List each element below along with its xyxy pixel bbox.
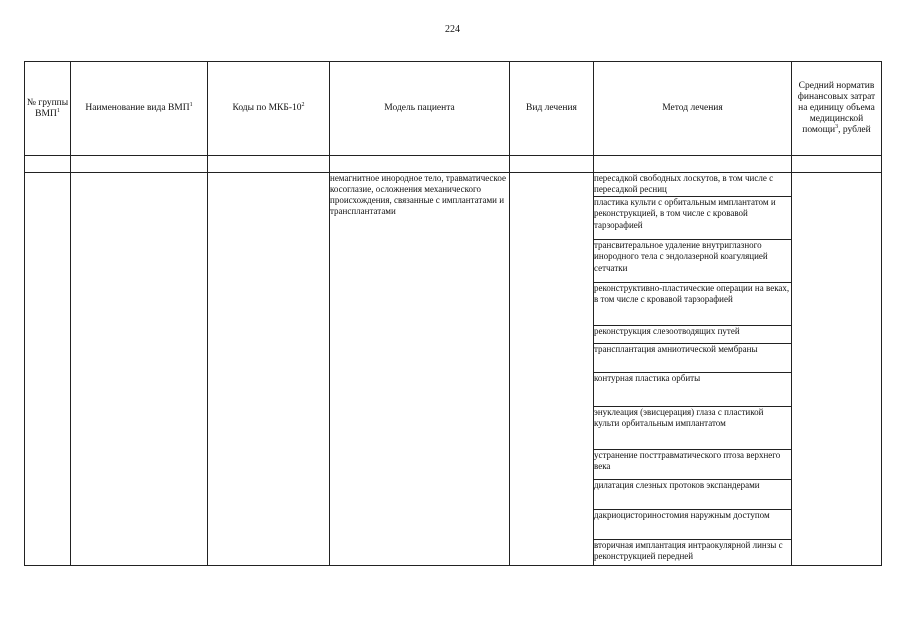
table-row (25, 173, 882, 197)
footnote-mark: 2 (301, 101, 305, 108)
empty-row (25, 156, 882, 173)
method-item: пластика культи с орбитальным имплантатом и реконструкцией, в том числе с кровавой тарзорафией (594, 196, 792, 239)
cell-vmp-name (71, 173, 208, 566)
method-item: энуклеация (эвисцерация) глаза с пластикой культи орбитальным имплантатом (594, 406, 792, 449)
header-icd-codes: Коды по МКБ-$10^2$ (208, 62, 330, 156)
header-patient-model: Модель пациента (330, 62, 510, 156)
method-item: устранение посттравматического птоза верхнего века (594, 449, 792, 479)
cell-patient-model: немагнитное инородное тело, травматическое косоглазие, осложнения механического происхождения, связанные с имплантатами и трансплантатами (330, 173, 510, 566)
method-item: трансвитеральное удаление внутриглазного инородного тела с эндолазерной коагуляцией сетчатки (594, 239, 792, 282)
vmp-table (24, 61, 882, 566)
header-row (25, 62, 882, 156)
footnote-mark: 3 (835, 123, 839, 130)
method-item: контурная пластика орбиты (594, 372, 792, 406)
cell-cost-norm (792, 173, 882, 566)
method-item: трансплантация амниотической мембраны (594, 343, 792, 372)
header-treatment-type: Вид лечения (510, 62, 594, 156)
method-item: реконструктивно-пластические операции на веках, в том числе с кровавой тарзорафией (594, 282, 792, 325)
header-vmp-name: Наименование вида ВМП$^1$ (71, 62, 208, 156)
header-cost-norm: Средний норматив финансовых затрат на единицу объема медицинской помощи$^3$, рублей (792, 62, 882, 156)
cell-group-number (25, 173, 71, 566)
cell-treatment-type (510, 173, 594, 566)
page-number: 224 (445, 24, 460, 35)
footnote-mark: 1 (189, 101, 193, 108)
cell-icd-codes (208, 173, 330, 566)
method-item: пересадкой свободных лоскутов, в том числе с пересадкой ресниц (594, 173, 792, 197)
footnote-mark: 1 (56, 107, 60, 114)
method-item: дакриоцисториностомия наружным доступом (594, 509, 792, 539)
header-group-number: № группы ВМП$^1$ (25, 62, 71, 156)
method-item: дилатация слезных протоков экспандерами (594, 479, 792, 509)
method-item: реконструкция слезоотводящих путей (594, 325, 792, 343)
method-item: вторичная имплантация интраокулярной линзы с реконструкцией передней (594, 539, 792, 565)
header-treatment-method: Метод лечения (594, 62, 792, 156)
